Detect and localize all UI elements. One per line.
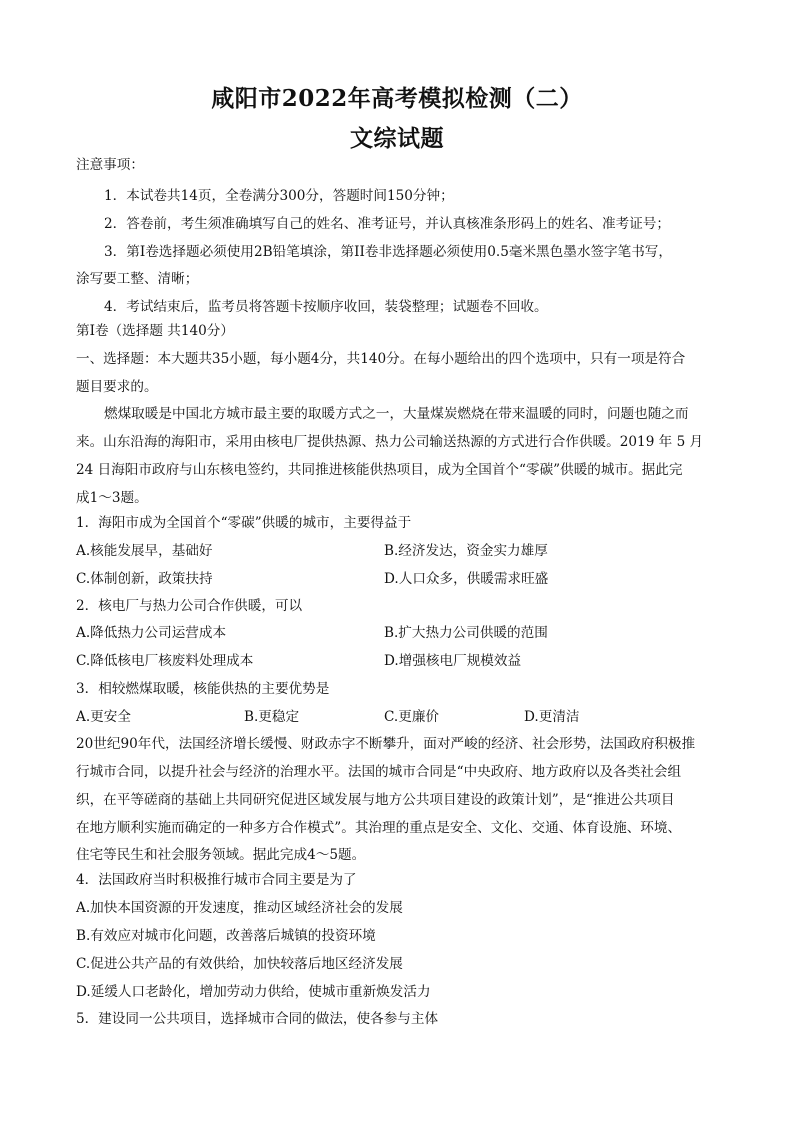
option-d: D.更清洁 (524, 709, 580, 725)
passage-line: 行城市合同，以提升社会与经济的治理水平。法国的城市合同是“中央政府、地方政府以及各类社会组 (76, 764, 682, 780)
option-a: A.降低热力公司运营成本 (76, 625, 227, 641)
part1-instruction: 一、选择题：本大题共35小题，每小题4分，共140分。在每小题给出的四个选项中，只有一项是符合 (76, 351, 686, 367)
notice-item: 1．本试卷共14页，全卷满分300分，答题时间150分钟； (104, 188, 454, 204)
option-b: B.扩大热力公司供暖的范围 (384, 625, 548, 641)
passage-line: 住宅等民生和社会服务领域。据此完成4～5题。 (76, 847, 366, 863)
question-stem: 3．相较燃煤取暖，核能供热的主要优势是 (76, 681, 330, 697)
passage-line: 在地方顺利实施而确定的一种多方合作模式”。其治理的重点是安全、文化、交通、体育设施、环境、 (76, 820, 682, 836)
option-c: C.降低核电厂核废料处理成本 (76, 653, 254, 669)
option-a: A.更安全 (76, 709, 131, 725)
option-b: B.更稳定 (244, 709, 300, 725)
exam-title: 咸阳市2022年高考模拟检测（二） (211, 85, 583, 112)
passage-line: 来。山东沿海的海阳市，采用由核电厂提供热源、热力公司输送热源的方式进行合作供暖。2019 年 5 月 (76, 434, 704, 450)
option-c: C.促进公共产品的有效供给，加快较落后地区经济发展 (76, 956, 403, 972)
part1-heading: 第Ⅰ卷（选择题 共140分） (76, 323, 234, 339)
option-c: C.体制创新，政策扶持 (76, 571, 213, 587)
passage-line: 成1～3题。 (76, 490, 148, 506)
option-d: D.增强核电厂规模效益 (384, 653, 522, 669)
option-d: D.人口众多，供暖需求旺盛 (384, 571, 549, 587)
question-stem: 1．海阳市成为全国首个“零碳”供暖的城市，主要得益于 (76, 515, 412, 531)
question-stem: 2．核电厂与热力公司合作供暖，可以 (76, 598, 303, 614)
option-a: A.加快本国资源的开发速度，推动区域经济社会的发展 (76, 900, 403, 916)
notice-heading: 注意事项： (76, 157, 144, 173)
passage-line: 20世纪90年代，法国经济增长缓慢、财政赤字不断攀升，面对严峻的经济、社会形势，法国政府积极推 (76, 736, 696, 752)
question-stem: 4．法国政府当时积极推行城市合同主要是为了 (76, 872, 357, 888)
part1-instruction: 题目要求的。 (76, 379, 158, 395)
option-d: D.延缓人口老龄化，增加劳动力供给，使城市重新焕发活力 (76, 984, 431, 1000)
exam-subtitle: 文综试题 (350, 125, 444, 152)
passage-line: 燃煤取暖是中国北方城市最主要的取暖方式之一，大量煤炭燃烧在带来温暖的同时，问题也随之而 (104, 406, 689, 422)
option-b: B.经济发达，资金实力雄厚 (384, 543, 548, 559)
passage-line: 24 日海阳市政府与山东核电签约，共同推进核能供热项目，成为全国首个“零碳”供暖的城市。据此完 (76, 462, 683, 478)
question-stem: 5．建设同一公共项目，选择城市合同的做法，使各参与主体 (76, 1011, 439, 1027)
option-a: A.核能发展早，基础好 (76, 543, 213, 559)
notice-item: 涂写要工整、清晰； (76, 271, 199, 287)
notice-item: 2．答卷前，考生须准确填写自己的姓名、准考证号，并认真核准条形码上的姓名、准考证号； (104, 216, 670, 232)
notice-item: 3．第Ⅰ卷选择题必须使用2B铅笔填涂，第II卷非选择题必须使用0.5毫米黑色墨水签字笔书写， (104, 244, 672, 260)
option-c: C.更廉价 (384, 709, 440, 725)
passage-line: 织，在平等磋商的基础上共同研究促进区域发展与地方公共项目建设的政策计划”，是“推进公共项目 (76, 792, 675, 808)
notice-item: 4．考试结束后，监考员将答题卡按顺序收回，装袋整理；试题卷不回收。 (104, 299, 548, 315)
option-b: B.有效应对城市化问题，改善落后城镇的投资环境 (76, 928, 376, 944)
